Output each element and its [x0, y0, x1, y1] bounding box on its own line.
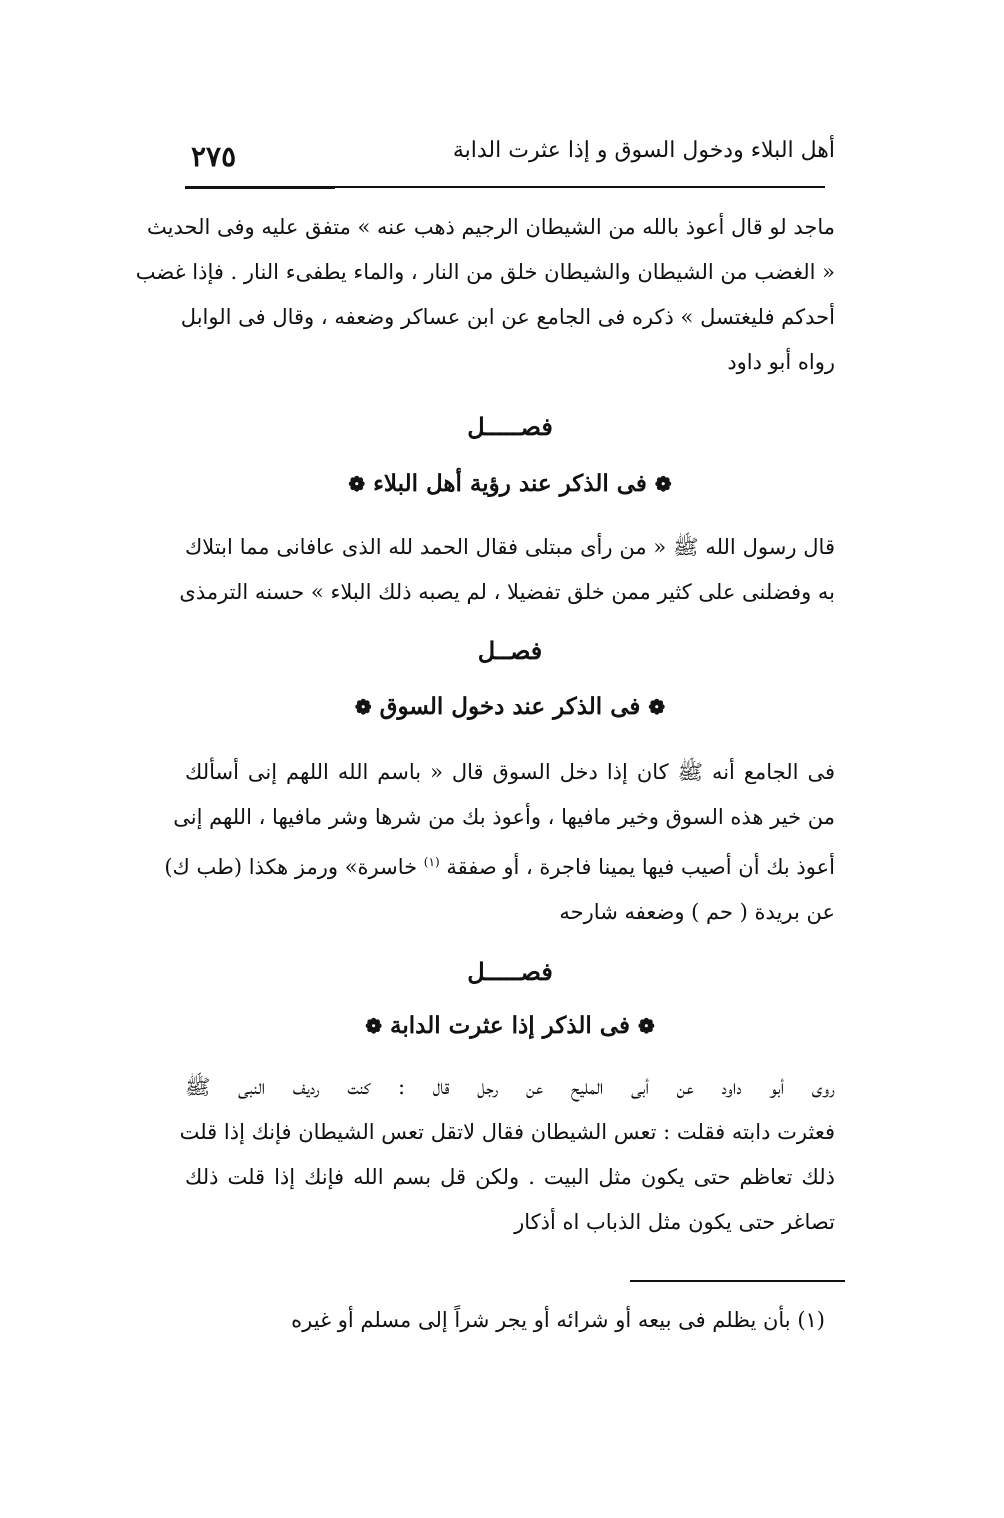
section-paragraph	[179, 1065, 835, 1245]
section-line: به وفضلنى على كثير ممن خلق تفضيلا ، لم يصبه ذلك البلاء » حسنه الترمذى	[179, 580, 835, 604]
section-label: فصــل	[477, 636, 543, 665]
intro-line: « الغضب من الشيطان والشيطان خلق من النار ، والماء يطفىء النار . فإذا غضب	[135, 260, 835, 284]
intro-line: ماجد لو قال أعوذ بالله من الشيطان الرجيم ذهب عنه » متفق عليه وفى الحديث	[147, 215, 835, 239]
page-header	[185, 138, 835, 188]
ornament-icon: ❁	[348, 472, 366, 496]
section-title-text: فى الذكر إذا عثرت الدابة	[390, 1012, 630, 1039]
ornament-icon: ❁	[637, 1014, 655, 1038]
section-title	[185, 693, 835, 720]
ornament-icon: ❁	[354, 695, 372, 719]
section-label: فصـــــل	[467, 957, 553, 986]
intro-paragraph	[135, 205, 835, 385]
section-line-text: أعوذ بك أن أصيب فيها يمينا فاجرة ، أو صفقة	[446, 855, 835, 879]
intro-line: رواه أبو داود	[727, 350, 835, 374]
ornament-icon: ❁	[365, 1014, 383, 1038]
running-title: أهل البلاء ودخول السوق و إذا عثرت الدابة	[452, 138, 835, 163]
section-paragraph	[179, 525, 835, 615]
section-label: فصـــــل	[467, 412, 553, 441]
header-rule-thick	[185, 186, 335, 189]
section-line-tail: خاسرة» ورمز هكذا (طب ك)	[164, 855, 418, 879]
section-paragraph	[164, 750, 835, 935]
section-title-text: فى الذكر عند رؤية أهل البلاء	[373, 470, 647, 497]
footnote-reference: (١)	[423, 855, 440, 869]
ornament-icon: ❁	[654, 472, 672, 496]
section-line: فعثرت دابته فقلت : تعس الشيطان فقال لاتقل تعس الشيطان فإنك إذا قلت	[179, 1120, 835, 1144]
section-line: فى الجامع أنه ﷺ كان إذا دخل السوق قال « باسم الله اللهم إنى أسألك	[185, 760, 835, 784]
page-number: ٢٧٥	[191, 140, 237, 173]
section-title	[185, 1012, 835, 1039]
section-line: تصاغر حتى يكون مثل الذباب اه أذكار	[514, 1210, 835, 1234]
section-line: روى أبو داود عن أبى المليح عن رجل قال : كنت رديف النبى ﷺ	[185, 1075, 835, 1099]
section-line: عن بريدة ( حم ) وضعفه شارحه	[559, 900, 835, 924]
ornament-icon: ❁	[648, 695, 666, 719]
section-title	[185, 470, 835, 497]
section-title-text: فى الذكر عند دخول السوق	[379, 693, 641, 720]
footnote-rule	[630, 1280, 845, 1282]
footnote: (١) بأن يظلم فى بيعه أو شرائه أو يجر شراً إلى مسلم أو غيره	[291, 1308, 825, 1332]
section-line: ذلك تعاظم حتى يكون مثل البيت . ولكن قل بسم الله فإنك إذا قلت ذلك	[185, 1165, 835, 1189]
intro-line: أحدكم فليغتسل » ذكره فى الجامع عن ابن عساكر وضعفه ، وقال فى الوابل	[180, 305, 835, 329]
section-line	[164, 840, 835, 890]
section-line: قال رسول الله ﷺ « من رأى مبتلى فقال الحمد لله الذى عافانى مما ابتلاك	[185, 535, 835, 559]
section-line: من خير هذه السوق وخير مافيها ، وأعوذ بك من شرها وشر مافيها ، اللهم إنى	[173, 805, 835, 829]
